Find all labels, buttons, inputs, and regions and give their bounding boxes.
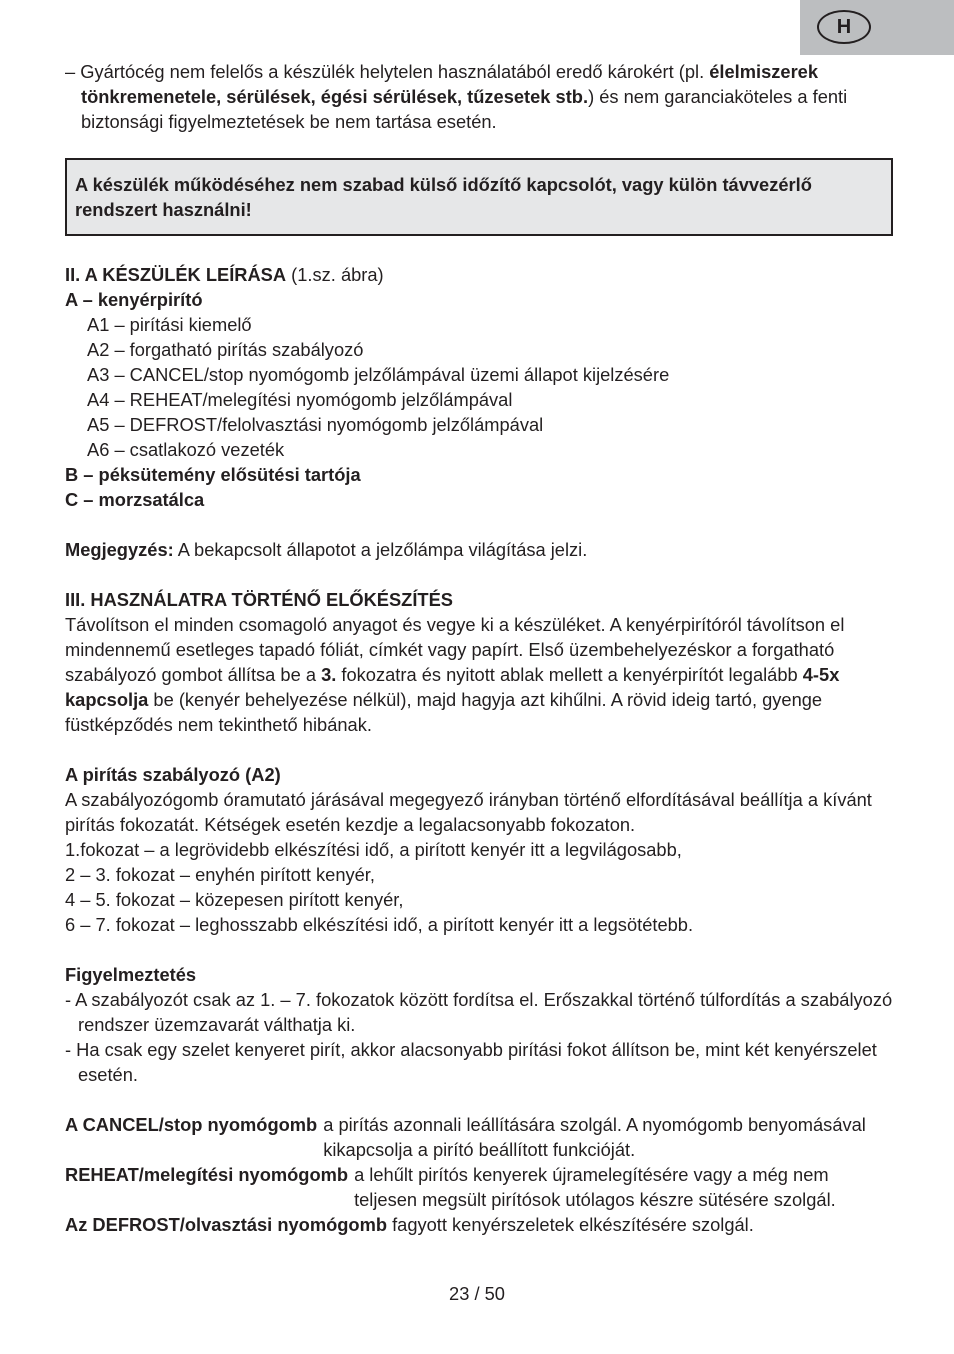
- prep-text-3: be (kenyér behelyezése nélkül), majd hagyja azt kihűlni. A rövid ideig tartó, gyenge füstképződés nem tekinthető hibának.: [65, 689, 823, 735]
- part-a2: A2 – forgatható pirítás szabályozó: [87, 339, 364, 360]
- caution-heading: Figyelmeztetés: [65, 964, 197, 985]
- reheat-button-description: [65, 1162, 895, 1212]
- caution-item-2: - Ha csak egy szelet kenyeret pirít, akkor alacsonyabb pirítási fokot állítson be, mint két kenyérszelet esetén.: [65, 1039, 877, 1085]
- regulator-level-3: 4 – 5. fokozat – közepesen pirított kenyér,: [65, 889, 404, 910]
- regulator-level-4: 6 – 7. fokozat – leghosszabb elkészítési idő, a pirított kenyér itt a legsötétebb.: [65, 914, 694, 935]
- liability-paragraph: [65, 59, 895, 134]
- note-paragraph: [65, 537, 895, 562]
- part-a3: A3 – CANCEL/stop nyomógomb jelzőlámpával üzemi állapot kijelzésére: [87, 364, 670, 385]
- reheat-button-label: REHEAT/melegítési nyomógomb: [65, 1164, 349, 1185]
- part-c-title: C – morzsatálca: [65, 489, 205, 510]
- page-number: 23 / 50: [449, 1283, 505, 1304]
- caution-item-1: - A szabályozót csak az 1. – 7. fokozatok között fordítsa el. Erőszakkal történő túlfordítás a szabályozó rendszer üzemzavarát válthatja ki.: [65, 989, 893, 1035]
- language-badge: H: [817, 10, 871, 44]
- note-text: A bekapcsolt állapotot a jelzőlámpa világítása jelzi.: [173, 539, 588, 560]
- warning-box: A készülék működéséhez nem szabad külső időzítő kapcsolót, vagy külön távvezérlő rendszert használni!: [65, 158, 893, 236]
- cancel-button-label: A CANCEL/stop nyomógomb: [65, 1114, 318, 1135]
- description-heading-title: II. A KÉSZÜLÉK LEÍRÁSA: [65, 264, 287, 285]
- cancel-button-description: [65, 1112, 895, 1162]
- defrost-button-text: fagyott kenyérszeletek elkészítésére szolgál.: [387, 1214, 754, 1235]
- cancel-button-text: a pirítás azonnali leállítására szolgál. A nyomógomb benyomásával kikapcsolja a pirító beállított funkcióját.: [323, 1114, 866, 1160]
- part-a6: A6 – csatlakozó vezeték: [87, 439, 285, 460]
- description-heading-note: (1.sz. ábra): [286, 264, 384, 285]
- prep-text-2: fokozatra és nyitott ablak mellett a kenyérpirítót legalább: [336, 664, 803, 685]
- regulator-text: A szabályozógomb óramutató járásával megegyező irányban történő elfordításával beállítja a kívánt pirítás fokozatát. Kétségek esetén kezdje a legalacsonyabb fokozaton.: [65, 789, 872, 835]
- prep-bold-1: 3.: [321, 664, 337, 685]
- defrost-button-description: [65, 1212, 895, 1237]
- liability-text-bold: élelmiszerek tönkremenetele, sérülések, égési sérülések, tűzesetek stb.: [81, 61, 819, 107]
- language-tab: [800, 0, 954, 55]
- preparation-paragraph: [65, 612, 895, 737]
- defrost-button-label: Az DEFROST/olvasztási nyomógomb: [65, 1214, 387, 1235]
- prep-text-1: Távolítson el minden csomagoló anyagot és vegye ki a készüléket. A kenyérpirítóról távolítson el mindennemű esetleges tapadó fóliát, címkét vagy papírt. Első üzembehelyezéskor a forgatható szabályozó gombot állítsa be a: [65, 614, 845, 685]
- prep-bold-2: 4-5x kapcsolja: [65, 664, 840, 710]
- description-heading: [65, 262, 895, 287]
- regulator-level-1: 1.fokozat – a legrövidebb elkészítési idő, a pirított kenyér itt a legvilágosabb,: [65, 839, 682, 860]
- part-a1: A1 – pirítási kiemelő: [87, 314, 252, 335]
- page-content: [65, 59, 895, 1237]
- part-a-title: A – kenyérpirító: [65, 289, 203, 310]
- reheat-button-text: a lehűlt pirítós kenyerek újramelegítésére vagy a még nem teljesen megsült pirítósok utólagos készre sütésére szolgál.: [354, 1164, 836, 1210]
- regulator-heading: A pirítás szabályozó (A2): [65, 764, 281, 785]
- regulator-level-2: 2 – 3. fokozat – enyhén pirított kenyér,: [65, 864, 375, 885]
- part-a4: A4 – REHEAT/melegítési nyomógomb jelzőlámpával: [87, 389, 513, 410]
- liability-text-2: ) és nem garanciaköteles a fenti biztonsági figyelmeztetések be nem tartása esetén.: [81, 86, 848, 132]
- note-label: Megjegyzés:: [65, 539, 174, 560]
- liability-text-1: – Gyártócég nem felelős a készülék helytelen használatából eredő károkért (pl.: [65, 61, 710, 82]
- part-b-title: B – péksütemény elősütési tartója: [65, 464, 361, 485]
- preparation-heading: III. HASZNÁLATRA TÖRTÉNŐ ELŐKÉSZÍTÉS: [65, 589, 453, 610]
- part-a5: A5 – DEFROST/felolvasztási nyomógomb jelzőlámpával: [87, 414, 544, 435]
